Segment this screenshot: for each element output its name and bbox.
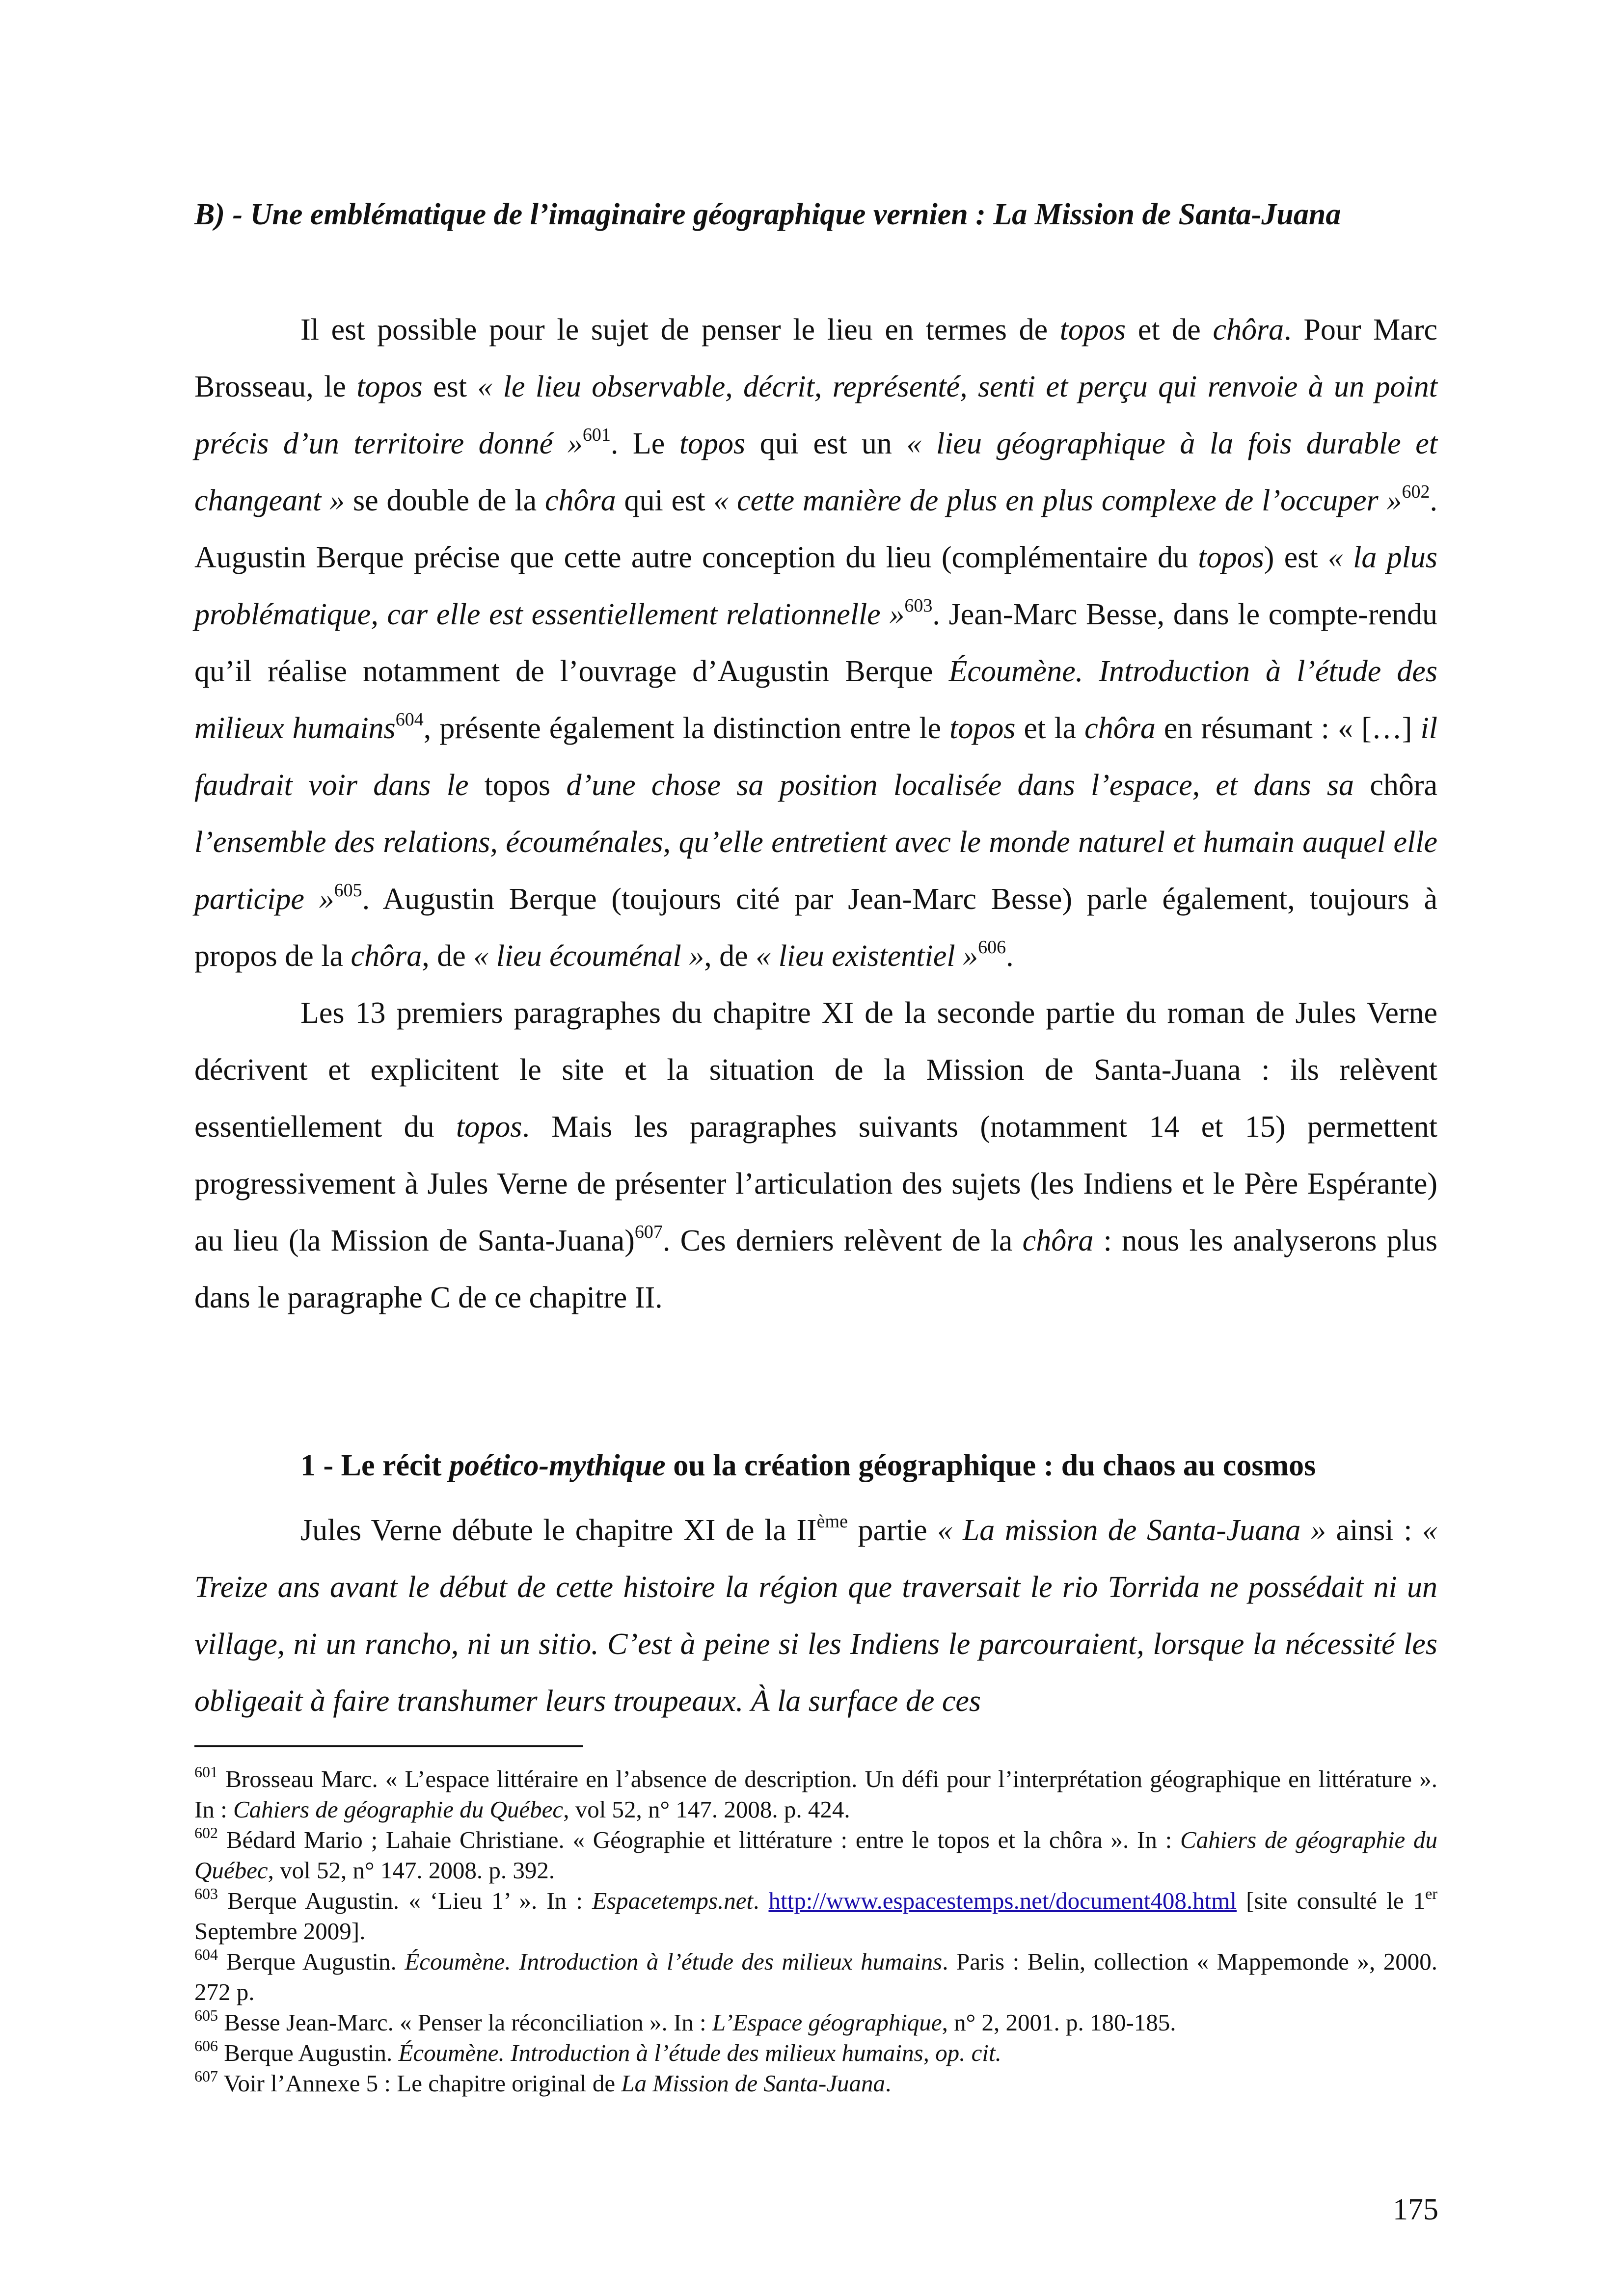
page-number: 175: [1393, 2193, 1438, 2226]
footnote-604: $^{604}$ Berque Augustin. Écoumène. Introduction à l’étude des milieux humains. Paris : Belin, collection « Mappemonde », 2000. 272 p.: [194, 1946, 1437, 2005]
quotation: « le lieu observable, décrit, représenté, senti et perçu qui renvoie à un point précis d’un territoire donné »: [194, 370, 1438, 460]
paragraph-topos-chora: Il est possible pour le sujet de penser le lieu en termes de topos et de chôra. Pour Marc Brosseau, le topos est « le lieu observable, décrit, représenté, senti et perçu qui renvoie à un point précis d’un territoire donné »$^{601}$. Le topos qui est un « lieu géographique à la fois durable et changeant » se double de la chôra qui est « cette manière de plus en plus complexe de l’occuper »$^{602}$. Augustin Berque précise que cette autre conception du lieu (complémentaire du topos) est « la plus problématique, car elle est essentiellement relationnelle »$^{603}$. Jean-Marc Besse, dans le compte-rendu qu’il réalise notamment de l’ouvrage d’Augustin Berque Écoumène. Introduction à l’étude des milieux humains$^{604}$, présente également la distinction entre le topos et la chôra en résumant : « […] il faudrait voir dans le topos d’une chose sa position localisée dans l’espace, et dans sa chôra l’ensemble des relations, écouménales, qu’elle entretient avec le monde naturel et humain auquel elle participe »$^{605}$. Augustin Berque (toujours cité par Jean-Marc Besse) parle également, toujours à propos de la chôra, de « lieu écouménal », de « lieu existentiel »$^{606}$.: [194, 313, 1438, 973]
footnote-603: $^{603}$ Berque Augustin. « ‘Lieu 1’ ». In : Espacetemps.net. http://www.espacestemps.net/document408.html [site consulté le 1er Septembre 2009].: [194, 1885, 1438, 1945]
quotation: l’ensemble des relations, écouménales, qu’elle entretient avec le monde naturel et humain auquel elle participe »: [194, 826, 1437, 916]
footnote-606: $^{606}$ Berque Augustin. Écoumène. Introduction à l’étude des milieux humains, op. cit.: [194, 2037, 1001, 2066]
footnote-602: $^{602}$ Bédard Mario ; Lahaie Christiane. « Géographie et littérature : entre le topos et la chôra ». In : Cahiers de géographie du Québec, vol 52, n° 147. 2008. p. 392.: [194, 1824, 1437, 1884]
footnotes: [194, 1764, 1437, 2099]
quotation: « Treize ans avant le début de cette histoire la région que traversait le rio Torrida ne possédait ni un village, ni un rancho, ni un sitio. C’est à peine si les Indiens le parcouraient, lorsque la nécessité les obligeait à faire transhumer leurs troupeaux. À la surface de ces: [194, 1514, 1438, 1718]
footnote-ref: 606: [978, 937, 1006, 958]
footnote-ref: 607: [634, 1222, 663, 1242]
body-block-1: [194, 301, 1437, 1326]
quotation: « lieu existentiel »: [756, 939, 978, 973]
quotation: il faudrait voir dans le: [194, 712, 1437, 802]
section-heading: B) - Une emblématique de l’imaginaire géographique vernien : La Mission de Santa-Juana: [194, 198, 1341, 231]
paragraph-chapter-xi: Les 13 premiers paragraphes du chapitre XI de la seconde partie du roman de Jules Verne décrivent et explicitent le site et la situation de la Mission de Santa-Juana : ils relèvent essentiellement du topos. Mais les paragraphes suivants (notamment 14 et 15) permettent progressivement à Jules Verne de présenter l’articulation des sujets (les Indiens et le Père Espérante) au lieu (la Mission de Santa-Juana)$^{607}$. Ces derniers relèvent de la chôra : nous les analyserons plus dans le paragraphe C de ce chapitre II.: [194, 996, 1438, 1314]
quotation: « cette manière de plus en plus complexe de l’occuper »: [713, 484, 1402, 517]
footnote-ref: 605: [334, 880, 362, 901]
quotation: « lieu géographique à la fois durable et changeant »: [194, 427, 1437, 517]
paragraph-verne-quote: Jules Verne débute le chapitre XI de la IIème partie « La mission de Santa-Juana » ainsi : « Treize ans avant le début de cette histoire la région que traversait le rio Torrida ne possédait ni un village, ni un rancho, ni un sitio. C’est à peine si les Indiens le parcouraient, lorsque la nécessité les obligeait à faire transhumer leurs troupeaux. À la surface de ces: [194, 1511, 1438, 1718]
footnote-ref: 604: [395, 709, 424, 730]
quotation: d’une chose sa position localisée dans l’espace, et dans sa: [550, 769, 1370, 802]
body-block-2: [194, 1502, 1437, 1730]
quotation: « la plus problématique, car elle est essentiellement relationnelle »: [194, 541, 1437, 631]
footnote-separator: [194, 1745, 583, 1747]
quotation: « La mission de Santa-Juana »: [937, 1514, 1326, 1547]
footnote-601: $^{601}$ Brosseau Marc. « L’espace littéraire en l’absence de description. Un défi pour l’interprétation géographique en littérature ». In : Cahiers de géographie du Québec, vol 52, n° 147. 2008. p. 424.: [194, 1763, 1437, 1823]
footnote-607: $^{607}$ Voir l’Annexe 5 : Le chapitre original de La Mission de Santa-Juana.: [194, 2067, 892, 2097]
book-title: Écoumène. Introduction à l’étude des milieux humains: [194, 655, 1437, 745]
footnote-ref: 602: [1402, 481, 1430, 502]
footnote-605: $^{605}$ Besse Jean-Marc. « Penser la réconciliation ». In : L’Espace géographique, n° 2, 2001. p. 180-185.: [194, 2006, 1176, 2036]
sub-heading: 1 - Le récit poético-mythique ou la création géographique : du chaos au cosmos: [300, 1449, 1316, 1482]
quotation: « lieu écouménal »: [473, 939, 704, 973]
espacestemps-link[interactable]: http://www.espacestemps.net/document408.html: [768, 1887, 1237, 1914]
footnote-ref: 603: [904, 595, 933, 616]
footnote-ref: 601: [582, 425, 611, 445]
